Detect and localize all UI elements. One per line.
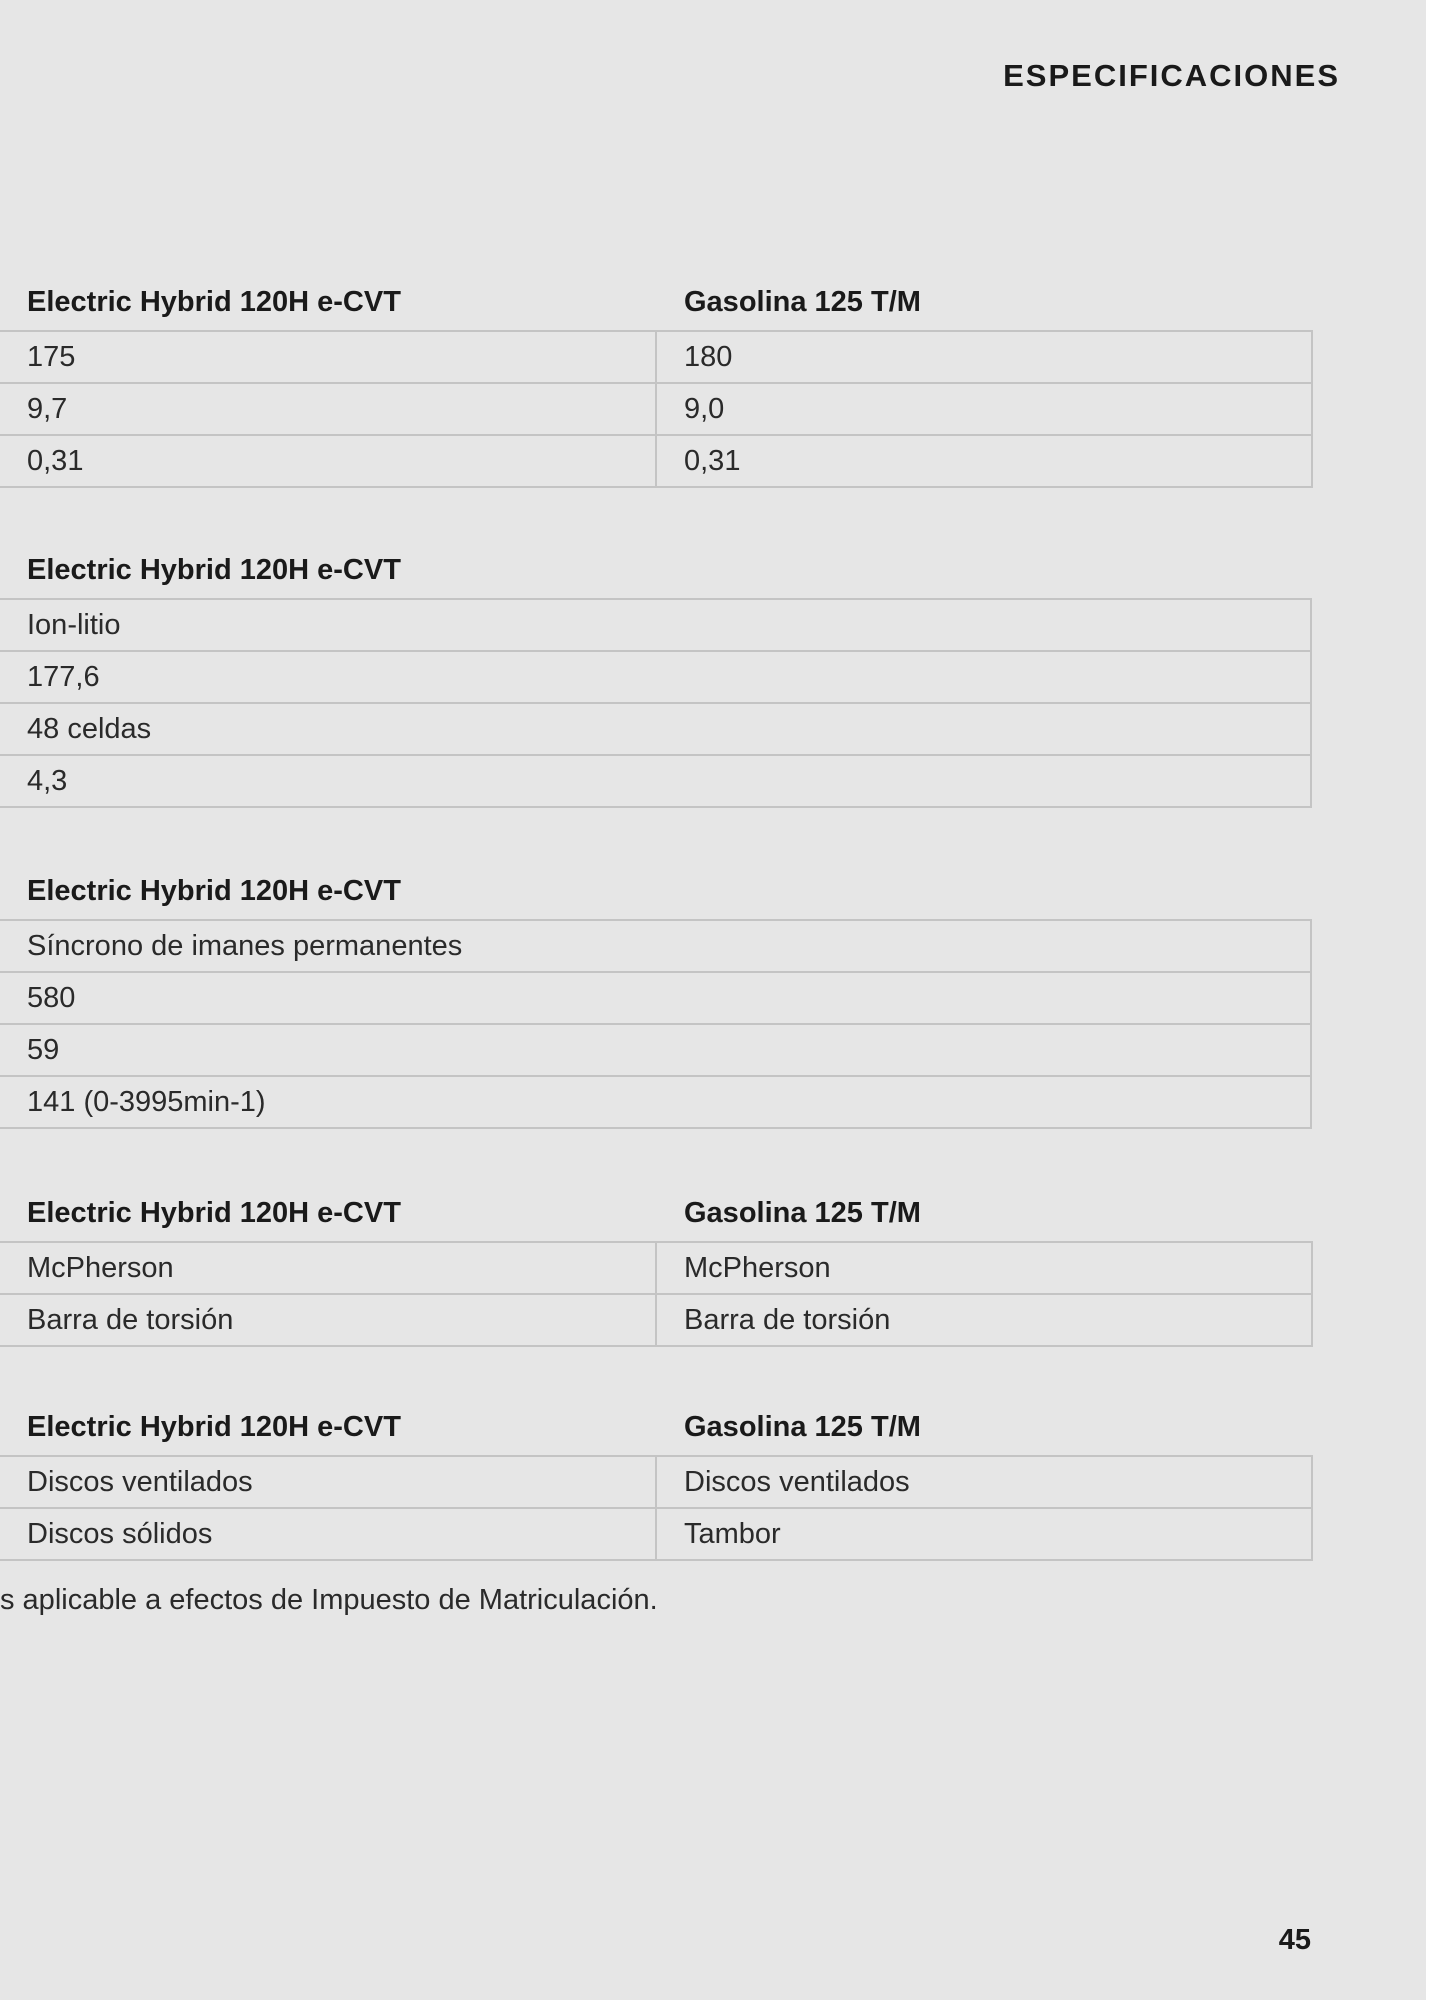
spec-table-2 [0, 598, 1312, 808]
table-cell: 0,31 [656, 435, 1312, 487]
table-cell: 4,3 [0, 755, 1311, 807]
spec-table-5 [0, 1455, 1313, 1561]
page-title: ESPECIFICACIONES [1003, 58, 1340, 93]
footnote: s aplicable a efectos de Impuesto de Matriculación. [0, 1584, 658, 1616]
table-row [0, 651, 1311, 703]
table-cell: Discos sólidos [0, 1508, 656, 1560]
column-header-gasoline: Gasolina 125 T/M [684, 286, 921, 318]
page-number: 45 [1278, 1924, 1311, 1956]
spec-table-4 [0, 1241, 1313, 1347]
table-row [0, 703, 1311, 755]
table-row [0, 383, 1312, 435]
table-cell: 9,0 [656, 383, 1312, 435]
table-row [0, 1294, 1312, 1346]
spec-table-1 [0, 330, 1313, 488]
table-cell: Síncrono de imanes permanentes [0, 920, 1311, 972]
table-cell: Tambor [656, 1508, 1312, 1560]
page-edge [1426, 0, 1430, 2000]
column-header-hybrid: Electric Hybrid 120H e-CVT [27, 554, 401, 586]
column-header-hybrid: Electric Hybrid 120H e-CVT [27, 286, 401, 318]
table-cell: 48 celdas [0, 703, 1311, 755]
column-header-gasoline: Gasolina 125 T/M [684, 1197, 921, 1229]
spec-section-4 [0, 1181, 1312, 1347]
table-row [0, 435, 1312, 487]
table-row [0, 1242, 1312, 1294]
spec-section-2-header [0, 538, 1312, 598]
spec-section-2 [0, 538, 1312, 808]
table-cell: 0,31 [0, 435, 656, 487]
table-row [0, 1076, 1311, 1128]
table-row [0, 755, 1311, 807]
table-cell: Barra de torsión [0, 1294, 656, 1346]
table-row [0, 972, 1311, 1024]
column-header-hybrid: Electric Hybrid 120H e-CVT [27, 875, 401, 907]
spec-section-1-header [0, 270, 1312, 330]
table-cell: Ion-litio [0, 599, 1311, 651]
table-cell: 175 [0, 331, 656, 383]
table-cell: 580 [0, 972, 1311, 1024]
table-row [0, 331, 1312, 383]
column-header-hybrid: Electric Hybrid 120H e-CVT [27, 1197, 401, 1229]
table-cell: McPherson [0, 1242, 656, 1294]
table-row [0, 1024, 1311, 1076]
table-cell: 59 [0, 1024, 1311, 1076]
table-row [0, 1508, 1312, 1560]
column-header-gasoline: Gasolina 125 T/M [684, 1411, 921, 1443]
table-row [0, 599, 1311, 651]
table-cell: Discos ventilados [656, 1456, 1312, 1508]
table-cell: 9,7 [0, 383, 656, 435]
table-row [0, 1456, 1312, 1508]
table-cell: McPherson [656, 1242, 1312, 1294]
table-cell: 177,6 [0, 651, 1311, 703]
table-row [0, 920, 1311, 972]
spec-section-1 [0, 270, 1312, 488]
table-cell: 141 (0-3995min-1) [0, 1076, 1311, 1128]
table-cell: 180 [656, 331, 1312, 383]
spec-section-5-header [0, 1395, 1312, 1455]
spec-section-3-header [0, 859, 1312, 919]
spec-table-3 [0, 919, 1312, 1129]
column-header-hybrid: Electric Hybrid 120H e-CVT [27, 1411, 401, 1443]
spec-section-5 [0, 1395, 1312, 1561]
spec-section-4-header [0, 1181, 1312, 1241]
table-cell: Barra de torsión [656, 1294, 1312, 1346]
table-cell: Discos ventilados [0, 1456, 656, 1508]
spec-section-3 [0, 859, 1312, 1129]
